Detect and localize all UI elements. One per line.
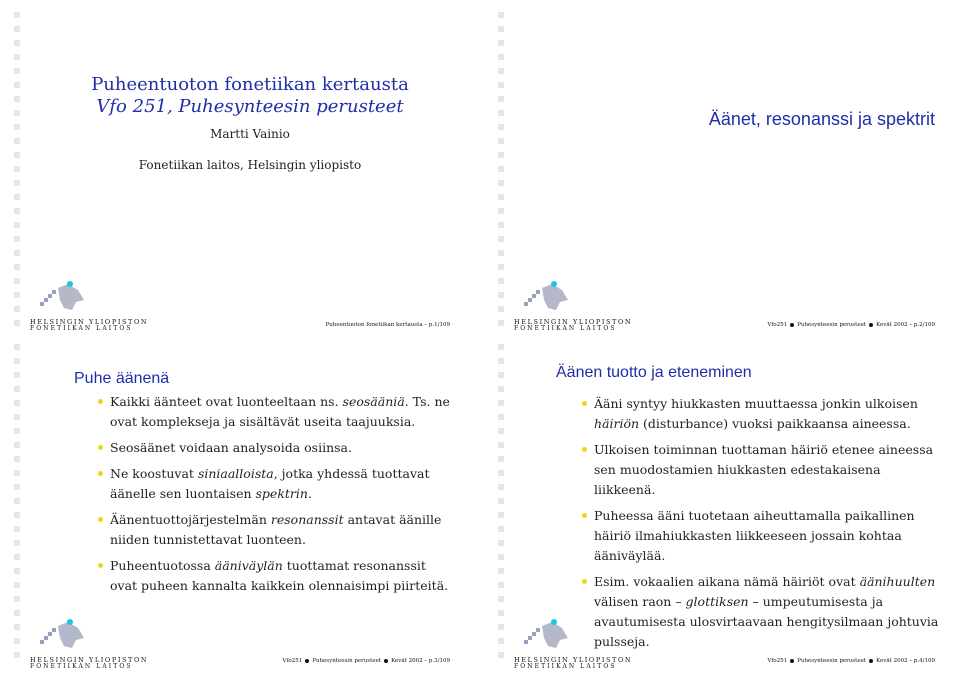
slide-3-title: Puhe äänenä bbox=[74, 370, 170, 387]
list-item: Puheentuotossa ääniväylän tuottamat resonanssit ovat puheen kannalta kaikkein olennaisimpi piirteitä. bbox=[86, 556, 456, 596]
logo-university-name: HELSINGIN YLIOPISTON bbox=[514, 318, 633, 326]
slide-4 bbox=[484, 340, 959, 673]
slide-1 bbox=[0, 0, 474, 336]
footer-topic: Puhesynteesin perusteet bbox=[797, 658, 867, 664]
slide-1-footer bbox=[326, 322, 450, 328]
slide-4-footer bbox=[767, 658, 935, 664]
footer-term: Kevät 2002 bbox=[876, 658, 908, 664]
footer-term: Kevät 2002 bbox=[876, 322, 908, 328]
footer-title: Puheentuoton fonetiikan kertausta bbox=[325, 322, 423, 328]
slide-1-affiliation: Fonetiikan laitos, Helsingin yliopisto bbox=[138, 158, 362, 172]
list-item: Ne koostuvat siniaalloista, jotka yhdessä tuottavat äänelle sen luontaisen spektrin. bbox=[86, 464, 456, 504]
lion-emblem-icon bbox=[522, 280, 572, 316]
logo-university-name: HELSINGIN YLIOPISTON bbox=[514, 656, 633, 664]
university-logo bbox=[30, 280, 150, 330]
lion-emblem-icon bbox=[38, 280, 88, 316]
footer-page: p.1/109 bbox=[428, 322, 450, 328]
footer-term: Kevät 2002 bbox=[391, 658, 423, 664]
university-logo bbox=[514, 280, 634, 330]
university-logo bbox=[30, 618, 150, 668]
university-logo bbox=[514, 618, 634, 668]
footer-dash: – bbox=[424, 322, 429, 328]
logo-university-name: HELSINGIN YLIOPISTON bbox=[30, 318, 149, 326]
lion-emblem-icon bbox=[38, 618, 88, 654]
logo-department-name: FONETIIKAN LAITOS bbox=[30, 325, 133, 332]
slide-3-bullets bbox=[86, 392, 456, 602]
footer-page: p.4/109 bbox=[913, 658, 935, 664]
slide-2-title: Äänet, resonanssi ja spektrit bbox=[708, 109, 935, 129]
footer-topic: Puhesynteesin perusteet bbox=[312, 658, 382, 664]
footer-page: p.2/109 bbox=[913, 322, 935, 328]
slide-2 bbox=[484, 0, 959, 336]
list-item: Ääni syntyy hiukkasten muuttaessa jonkin ulkoisen häiriön (disturbance) vuoksi paikkaansa aineessa. bbox=[570, 394, 940, 434]
footer-course: Vfo251 bbox=[767, 658, 788, 664]
logo-department-name: FONETIIKAN LAITOS bbox=[514, 325, 617, 332]
list-item: Puheessa ääni tuotetaan aiheuttamalla paikallinen häiriö ilmahiukkasten liikkeeseen jossain kohtaa ääniväylää. bbox=[570, 506, 940, 566]
footer-dash: – bbox=[909, 322, 914, 328]
slide-1-subtitle: Vfo 251, Puhesynteesin perusteet bbox=[96, 96, 404, 117]
slide-4-title: Äänen tuotto ja eteneminen bbox=[556, 364, 752, 381]
footer-dash: – bbox=[424, 658, 429, 664]
footer-course: Vfo251 bbox=[767, 322, 788, 328]
footer-course: Vfo251 bbox=[282, 658, 303, 664]
footer-dash: – bbox=[909, 658, 914, 664]
logo-department-name: FONETIIKAN LAITOS bbox=[514, 663, 617, 670]
slide-gutter bbox=[10, 340, 20, 673]
slide-gutter bbox=[494, 340, 504, 673]
slide-gutter bbox=[10, 0, 20, 336]
footer-page: p.3/109 bbox=[428, 658, 450, 664]
slide-1-author: Martti Vainio bbox=[210, 127, 290, 141]
lion-emblem-icon bbox=[522, 618, 572, 654]
list-item: Seosäänet voidaan analysoida osiinsa. bbox=[86, 438, 456, 458]
list-item: Kaikki äänteet ovat luonteeltaan ns. seosääniä. Ts. ne ovat komplekseja ja sisältävät useita taajuuksia. bbox=[86, 392, 456, 432]
list-item: Esim. vokaalien aikana nämä häiriöt ovat äänihuulten välisen raon – glottiksen – umpeutumisesta ja avautumisesta ulosvirtaavaan hengitysilmaan johtuvia pulsseja. bbox=[570, 572, 940, 652]
slide-3-footer bbox=[282, 658, 450, 664]
list-item: Ulkoisen toiminnan tuottaman häiriö etenee aineessa sen muodostamien hiukkasten edestakaisena liikkeenä. bbox=[570, 440, 940, 500]
logo-department-name: FONETIIKAN LAITOS bbox=[30, 663, 133, 670]
slide-1-title: Puheentuoton fonetiikan kertausta bbox=[91, 74, 409, 95]
logo-university-name: HELSINGIN YLIOPISTON bbox=[30, 656, 149, 664]
slide-3 bbox=[0, 340, 474, 673]
footer-topic: Puhesynteesin perusteet bbox=[797, 322, 867, 328]
slide-gutter bbox=[494, 0, 504, 336]
slide-2-footer bbox=[767, 322, 935, 328]
list-item: Äänentuottojärjestelmän resonanssit antavat äänille niiden tunnistettavat luonteen. bbox=[86, 510, 456, 550]
